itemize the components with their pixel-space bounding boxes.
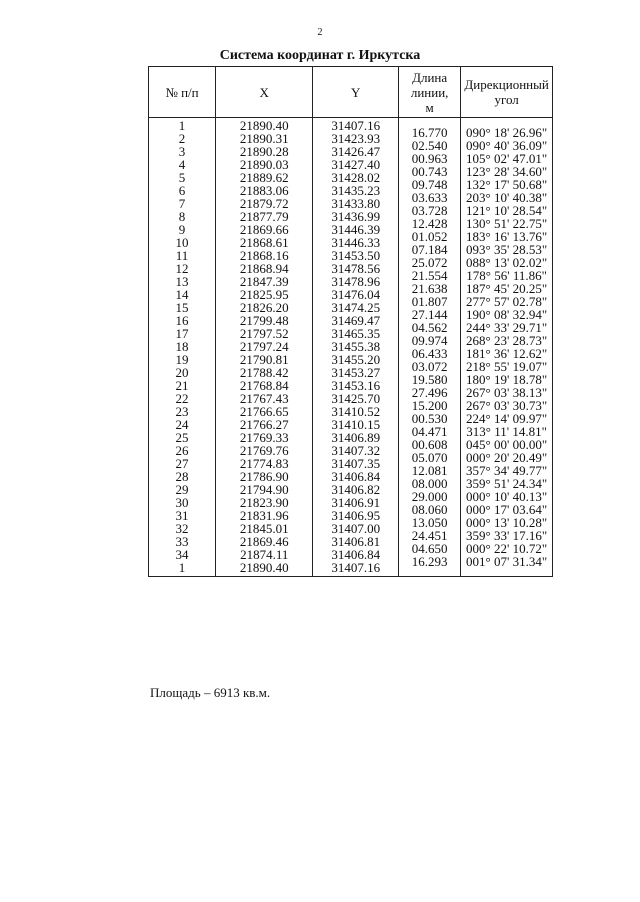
direction-angle-cell: 267° 03' 38.13" (466, 385, 548, 400)
y-coordinate-cell: 31406.89 (331, 430, 381, 445)
point-number-cell: 30 (175, 495, 189, 510)
x-coordinate-cell: 21788.42 (239, 365, 289, 380)
point-number-cell: 19 (175, 352, 189, 367)
area-statement: Площадь – 6913 кв.м. (150, 685, 271, 700)
y-coordinate-cell: 31410.15 (331, 417, 381, 432)
point-number-cell: 31 (175, 508, 189, 523)
point-number-cell: 22 (175, 391, 189, 406)
x-coordinate-cell: 21794.90 (239, 482, 289, 497)
x-coordinate-cell: 21890.40 (239, 118, 289, 133)
x-coordinate-cell: 21889.62 (239, 170, 289, 185)
direction-angle-cell: 313° 11' 14.81" (466, 424, 547, 439)
x-coordinate-cell: 21868.61 (239, 235, 289, 250)
x-coordinate-cell: 21845.01 (239, 521, 289, 536)
line-length-cell: 16.293 (411, 554, 448, 569)
line-length-cell: 00.608 (411, 437, 448, 452)
point-number-cell: 18 (175, 339, 189, 354)
y-coordinate-cell: 31406.91 (331, 495, 381, 510)
y-coordinate-cell: 31427.40 (331, 157, 381, 172)
y-coordinate-cell: 31436.99 (331, 209, 381, 224)
x-coordinate-cell: 21767.43 (239, 391, 289, 406)
point-number-cell: 16 (175, 313, 189, 328)
header-x: X (216, 67, 313, 118)
y-coordinate-cell: 31407.16 (331, 118, 381, 133)
x-coordinate-cell: 21766.65 (239, 404, 289, 419)
x-coordinate-cell: 21797.52 (239, 326, 289, 341)
y-coordinate-cell: 31407.16 (331, 560, 381, 575)
point-number-cell: 7 (178, 196, 186, 211)
point-number-cell: 14 (175, 287, 189, 302)
y-coordinate-cell: 31406.82 (331, 482, 381, 497)
point-number-cell: 26 (175, 443, 189, 458)
line-length-cell: 12.428 (411, 216, 448, 231)
x-coordinate-cell: 21768.84 (239, 378, 289, 393)
line-length-cell: 00.743 (411, 164, 448, 179)
point-number-cell: 27 (175, 456, 189, 471)
direction-angle-cell: 180° 19' 18.78" (466, 372, 548, 387)
point-number-cell: 21 (175, 378, 189, 393)
direction-angle-cell: 218° 55' 19.07" (466, 359, 548, 374)
y-coordinate-cell: 31446.39 (331, 222, 381, 237)
point-number-cell: 20 (175, 365, 189, 380)
direction-angle-cell: 045° 00' 00.00" (466, 437, 548, 452)
direction-angle-cell: 178° 56' 11.86" (466, 268, 547, 283)
point-number-cell: 9 (178, 222, 186, 237)
y-coordinate-cell: 31406.84 (331, 547, 381, 562)
direction-angle-cell: 000° 22' 10.72" (466, 541, 548, 556)
x-coordinate-cell: 21774.83 (239, 456, 289, 471)
line-length-cell: 25.072 (411, 255, 448, 270)
line-length-cell: 21.638 (411, 281, 448, 296)
point-number-cell: 25 (175, 430, 189, 445)
direction-angle-cell: 181° 36' 12.62" (466, 346, 548, 361)
point-number-column (149, 118, 216, 577)
point-number-cell: 32 (175, 521, 189, 536)
y-coordinate-cell: 31453.27 (331, 365, 381, 380)
y-coordinate-cell: 31453.50 (331, 248, 381, 263)
y-coordinate-cell: 31453.16 (331, 378, 381, 393)
y-coordinate-cell: 31478.56 (331, 261, 381, 276)
coordinates-table (148, 66, 553, 577)
header-line-length-part: м (425, 99, 434, 115)
y-coordinate-cell: 31446.33 (331, 235, 381, 250)
header-line-length-part: Длина (412, 69, 448, 85)
x-coordinate-cell: 21790.81 (239, 352, 289, 367)
direction-angle-cell: 277° 57' 02.78" (466, 294, 548, 309)
y-coordinate-cell: 31469.47 (331, 313, 381, 328)
direction-angle-cell: 267° 03' 30.73" (466, 398, 548, 413)
y-coordinate-cell: 31410.52 (331, 404, 381, 419)
y-coordinate-cell: 31423.93 (331, 131, 381, 146)
y-coordinate-column (313, 118, 399, 577)
line-length-cell: 04.562 (411, 320, 448, 335)
direction-angle-cell: 001° 07' 31.34" (466, 554, 548, 569)
y-coordinate-cell: 31433.80 (331, 196, 381, 211)
header-direction-angle (461, 67, 553, 118)
x-coordinate-cell: 21769.76 (239, 443, 289, 458)
y-coordinate-cell: 31455.38 (331, 339, 381, 354)
header-line-length (399, 67, 461, 118)
direction-angle-cell: 359° 33' 17.16" (466, 528, 548, 543)
line-length-cell: 27.144 (411, 307, 448, 322)
line-length-cell: 03.728 (411, 203, 448, 218)
point-number-cell: 10 (175, 235, 189, 250)
x-coordinate-cell: 21847.39 (239, 274, 289, 289)
line-length-cell: 02.540 (411, 138, 448, 153)
x-coordinate-cell: 21883.06 (239, 183, 289, 198)
y-coordinate-cell: 31426.47 (331, 144, 381, 159)
y-coordinate-cell: 31406.95 (331, 508, 381, 523)
line-length-cell: 21.554 (411, 268, 448, 283)
point-number-cell: 3 (178, 144, 186, 159)
point-number-cell: 29 (175, 482, 189, 497)
direction-angle-cell: 130° 51' 22.75" (466, 216, 548, 231)
y-coordinate-cell: 31476.04 (331, 287, 381, 302)
direction-angle-cell: 105° 02' 47.01" (466, 151, 548, 166)
direction-angle-cell: 093° 35' 28.53" (466, 242, 548, 257)
y-coordinate-cell: 31407.35 (331, 456, 381, 471)
y-coordinate-cell: 31455.20 (331, 352, 381, 367)
x-coordinate-cell: 21879.72 (239, 196, 289, 211)
line-length-cell: 00.963 (411, 151, 448, 166)
x-coordinate-cell: 21826.20 (239, 300, 289, 315)
header-direction-angle-part: угол (494, 92, 519, 107)
x-coordinate-cell: 21868.16 (239, 248, 289, 263)
point-number-cell: 28 (175, 469, 189, 484)
x-coordinate-cell: 21766.27 (239, 417, 289, 432)
x-coordinate-cell: 21831.96 (239, 508, 289, 523)
line-length-column (399, 118, 461, 577)
point-number-cell: 6 (178, 183, 186, 198)
y-coordinate-cell: 31428.02 (331, 170, 381, 185)
direction-angle-cell: 183° 16' 13.76" (466, 229, 548, 244)
direction-angle-column (461, 118, 553, 577)
point-number-cell: 33 (175, 534, 189, 549)
line-length-cell: 15.200 (411, 398, 448, 413)
line-length-cell: 09.974 (411, 333, 448, 348)
x-coordinate-cell: 21797.24 (239, 339, 289, 354)
y-coordinate-cell: 31465.35 (331, 326, 381, 341)
x-coordinate-cell: 21869.66 (239, 222, 289, 237)
direction-angle-cell: 090° 18' 26.96" (466, 125, 548, 140)
y-coordinate-cell: 31407.32 (331, 443, 381, 458)
direction-angle-cell: 132° 17' 50.68" (466, 177, 548, 192)
x-coordinate-cell: 21825.95 (239, 287, 289, 302)
y-coordinate-cell: 31474.25 (331, 300, 381, 315)
x-coordinate-cell: 21874.11 (240, 547, 289, 562)
x-coordinate-cell: 21769.33 (239, 430, 289, 445)
y-coordinate-cell: 31406.84 (331, 469, 381, 484)
line-length-cell: 09.748 (411, 177, 448, 192)
line-length-cell: 03.633 (411, 190, 448, 205)
header-direction-angle-part: Дирекционный (464, 77, 549, 92)
y-coordinate-cell: 31478.96 (331, 274, 381, 289)
direction-angle-cell: 357° 34' 49.77" (466, 463, 548, 478)
line-length-cell: 04.650 (411, 541, 448, 556)
point-number-cell: 34 (175, 547, 189, 562)
x-coordinate-cell: 21877.79 (239, 209, 289, 224)
direction-angle-cell: 000° 17' 03.64" (466, 502, 548, 517)
direction-angle-cell: 123° 28' 34.60" (466, 164, 548, 179)
line-length-cell: 16.770 (411, 125, 448, 140)
line-length-cell: 01.052 (411, 229, 448, 244)
point-number-cell: 23 (175, 404, 189, 419)
x-coordinate-column (216, 118, 313, 577)
document-title: Система координат г. Иркутска (219, 48, 421, 63)
line-length-cell: 00.530 (411, 411, 448, 426)
x-coordinate-cell: 21868.94 (239, 261, 289, 276)
point-number-cell: 1 (178, 560, 186, 575)
line-length-cell: 29.000 (411, 489, 448, 504)
direction-angle-cell: 000° 13' 10.28" (466, 515, 548, 530)
x-coordinate-cell: 21786.90 (239, 469, 289, 484)
point-number-cell: 1 (178, 118, 186, 133)
point-number-cell: 12 (175, 261, 189, 276)
direction-angle-cell: 244° 33' 29.71" (466, 320, 548, 335)
header-line-length-part: линии, (410, 84, 449, 100)
direction-angle-cell: 268° 23' 28.73" (466, 333, 548, 348)
line-length-cell: 12.081 (411, 463, 448, 478)
direction-angle-cell: 090° 40' 36.09" (466, 138, 548, 153)
direction-angle-cell: 190° 08' 32.94" (466, 307, 548, 322)
x-coordinate-cell: 21890.28 (239, 144, 289, 159)
page-number: 2 (317, 27, 323, 38)
direction-angle-cell: 203° 10' 40.38" (466, 190, 548, 205)
y-coordinate-cell: 31406.81 (331, 534, 381, 549)
direction-angle-cell: 000° 10' 40.13" (466, 489, 548, 504)
direction-angle-cell: 088° 13' 02.02" (466, 255, 548, 270)
direction-angle-cell: 000° 20' 20.49" (466, 450, 548, 465)
table-body-row (149, 118, 553, 577)
x-coordinate-cell: 21890.31 (239, 131, 289, 146)
line-length-cell: 04.471 (411, 424, 448, 439)
line-length-cell: 05.070 (411, 450, 448, 465)
point-number-cell: 2 (178, 131, 186, 146)
point-number-cell: 4 (178, 157, 186, 172)
point-number-cell: 8 (178, 209, 186, 224)
point-number-cell: 24 (175, 417, 189, 432)
point-number-cell: 15 (175, 300, 189, 315)
y-coordinate-cell: 31425.70 (331, 391, 381, 406)
line-length-cell: 07.184 (411, 242, 448, 257)
x-coordinate-cell: 21823.90 (239, 495, 289, 510)
point-number-cell: 5 (178, 170, 186, 185)
x-coordinate-cell: 21799.48 (239, 313, 289, 328)
direction-angle-cell: 224° 14' 09.97" (466, 411, 548, 426)
direction-angle-cell: 121° 10' 28.54" (466, 203, 548, 218)
line-length-cell: 08.000 (411, 476, 448, 491)
y-coordinate-cell: 31435.23 (331, 183, 381, 198)
header-y: Y (313, 67, 399, 118)
line-length-cell: 06.433 (411, 346, 448, 361)
point-number-cell: 11 (175, 248, 189, 263)
direction-angle-cell: 187° 45' 20.25" (466, 281, 548, 296)
table-header-row (149, 67, 553, 118)
point-number-cell: 17 (175, 326, 189, 341)
x-coordinate-cell: 21869.46 (239, 534, 289, 549)
header-point-number: № п/п (149, 67, 216, 118)
line-length-cell: 24.451 (411, 528, 448, 543)
direction-angle-cell: 359° 51' 24.34" (466, 476, 548, 491)
point-number-cell: 13 (175, 274, 189, 289)
line-length-cell: 13.050 (411, 515, 448, 530)
line-length-cell: 01.807 (411, 294, 448, 309)
x-coordinate-cell: 21890.03 (239, 157, 289, 172)
line-length-cell: 08.060 (411, 502, 448, 517)
line-length-cell: 27.496 (411, 385, 448, 400)
y-coordinate-cell: 31407.00 (331, 521, 381, 536)
line-length-cell: 19.580 (411, 372, 448, 387)
line-length-cell: 03.072 (411, 359, 448, 374)
x-coordinate-cell: 21890.40 (239, 560, 289, 575)
